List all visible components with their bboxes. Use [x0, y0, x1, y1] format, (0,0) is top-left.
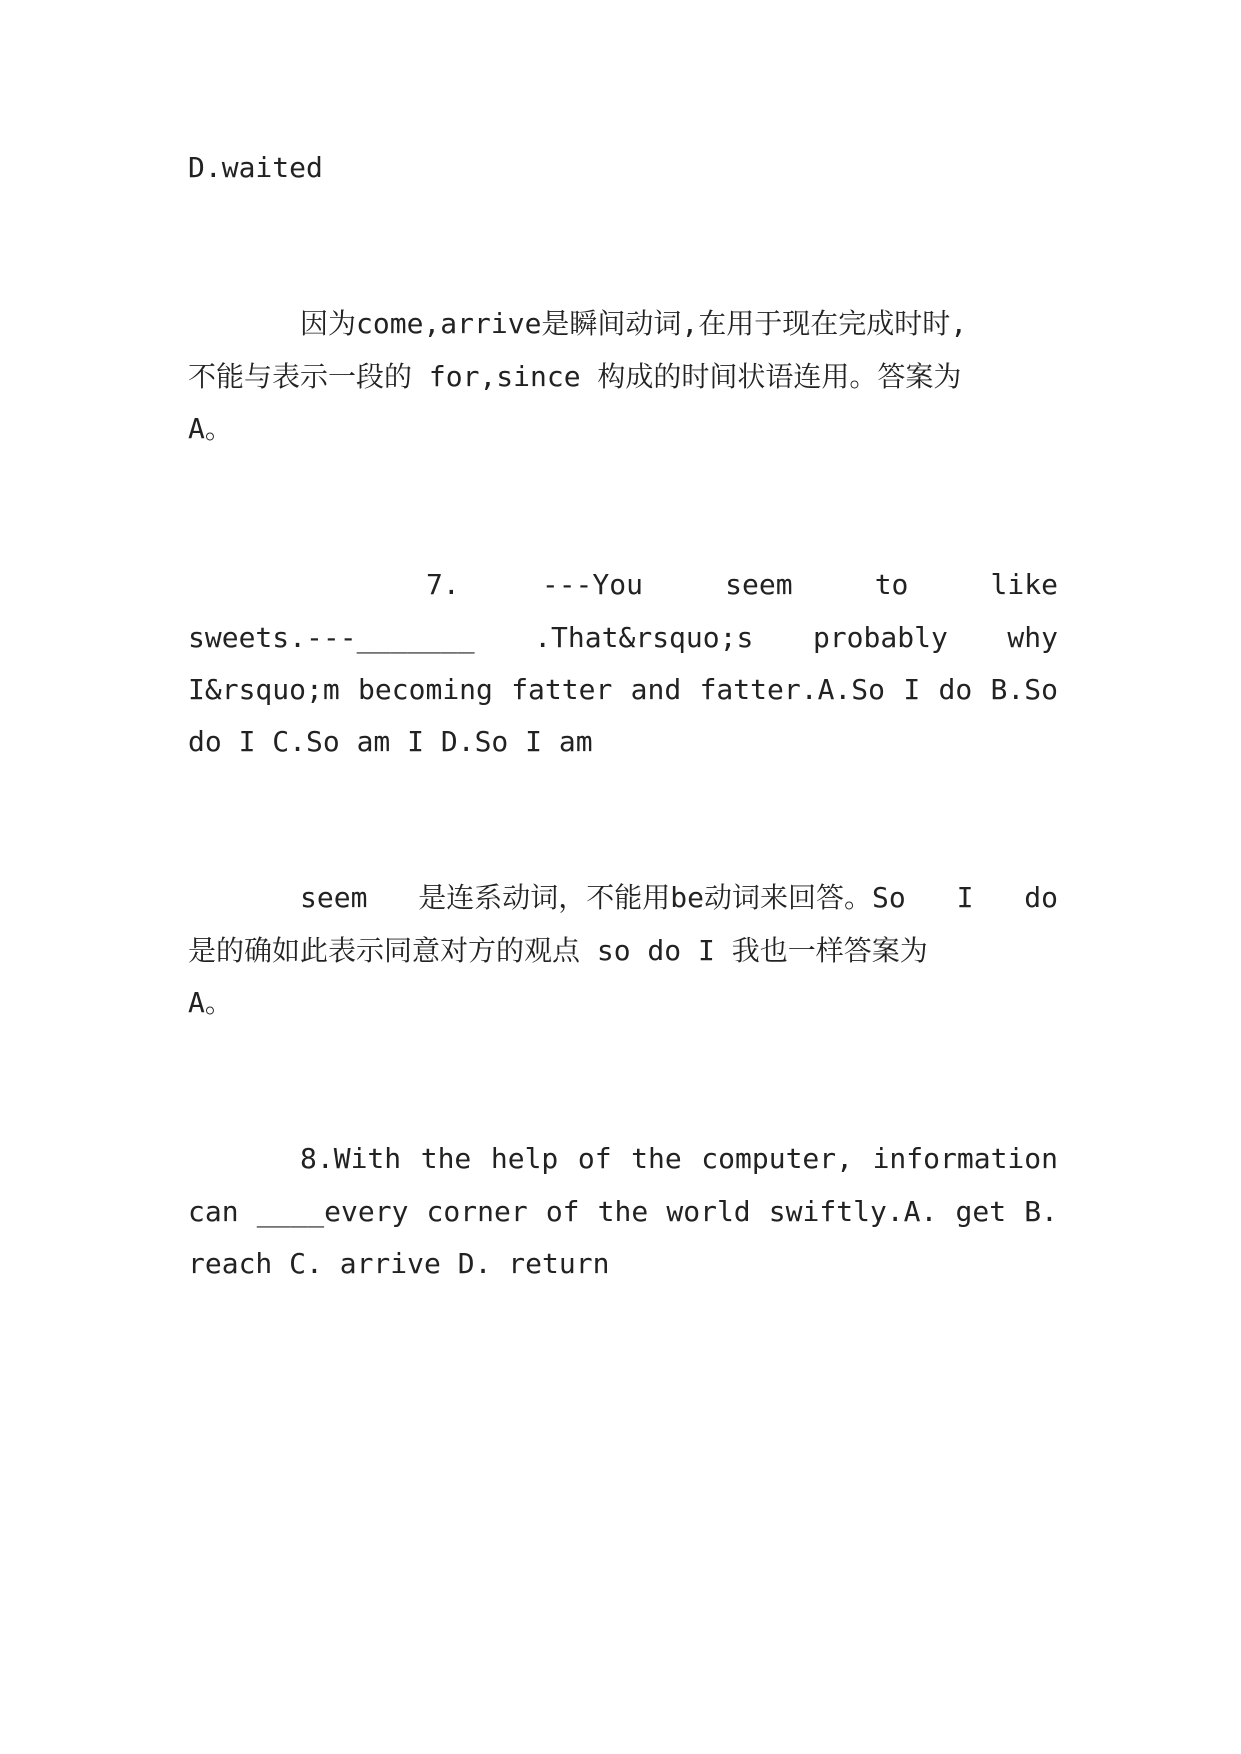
q8-word: world — [666, 1195, 751, 1228]
q8-word: can — [188, 1195, 239, 1228]
question-7-line-3 — [188, 672, 1058, 708]
q7-word: seem — [725, 568, 793, 601]
q8-word: B. — [1024, 1195, 1058, 1228]
q8-word: computer, — [701, 1142, 853, 1175]
q7-word: .That&rsquo;s — [534, 621, 754, 654]
q7-word: and — [630, 673, 682, 706]
explanation-2-line-1 — [300, 880, 1058, 916]
q7-word: why — [1007, 621, 1058, 654]
question-7-line-4: do I C.So am I D.So I am — [188, 725, 593, 758]
question-8-line-3: reach C. arrive D. return — [188, 1247, 610, 1280]
question-8-line-1 — [300, 1141, 1058, 1177]
option-d-text: D.waited — [188, 151, 323, 184]
q8-word: the — [420, 1142, 472, 1175]
explanation-1-line-2: 不能与表示一段的 for,since 构成的时间状语连用。答案为 — [188, 360, 962, 393]
q8-word: the — [631, 1142, 682, 1175]
q7-word: like — [990, 568, 1058, 601]
q8-word: get — [955, 1195, 1007, 1228]
q7-word: to — [874, 568, 909, 601]
q8-word: information — [872, 1142, 1058, 1175]
q8-word: the — [597, 1195, 649, 1228]
exp2-segment: 是连系动词，不能用be动词来回答。So — [418, 881, 906, 914]
question-7-line-1 — [426, 567, 1058, 603]
q7-word: sweets.---_______ — [188, 621, 475, 654]
exp2-segment: I — [956, 881, 974, 914]
q7-word: B.So — [990, 673, 1058, 706]
q8-word: 8.With — [300, 1142, 402, 1175]
explanation-1-line-1: 因为come,arrive是瞬间动词,在用于现在完成时时, — [300, 307, 968, 340]
q7-word: fatter — [511, 673, 613, 706]
q7-word: ---You — [541, 568, 643, 601]
q8-word: corner — [426, 1195, 528, 1228]
q7-word: probably — [812, 621, 948, 654]
q8-word: swiftly.A. — [768, 1195, 938, 1228]
explanation-1-line-3: A。 — [188, 412, 233, 445]
q7-word: I — [903, 673, 921, 706]
q8-word: of — [577, 1142, 612, 1175]
explanation-2-line-2: 是的确如此表示同意对方的观点 so do I 我也一样答案为 — [188, 934, 928, 967]
question-8-line-2 — [188, 1194, 1058, 1230]
q7-word: do — [938, 673, 973, 706]
q7-word: I&rsquo;m — [188, 673, 340, 706]
question-7-line-2 — [188, 620, 1058, 656]
explanation-2-line-3: A。 — [188, 986, 233, 1019]
q8-word: help — [490, 1142, 559, 1175]
q7-word: fatter.A.So — [699, 673, 885, 706]
q7-word: becoming — [358, 673, 493, 706]
q8-word: of — [545, 1195, 580, 1228]
q8-word: ____every — [256, 1195, 409, 1228]
q7-word: 7. — [426, 568, 460, 601]
exp2-segment: do — [1024, 881, 1058, 914]
exp2-segment: seem — [300, 881, 368, 914]
